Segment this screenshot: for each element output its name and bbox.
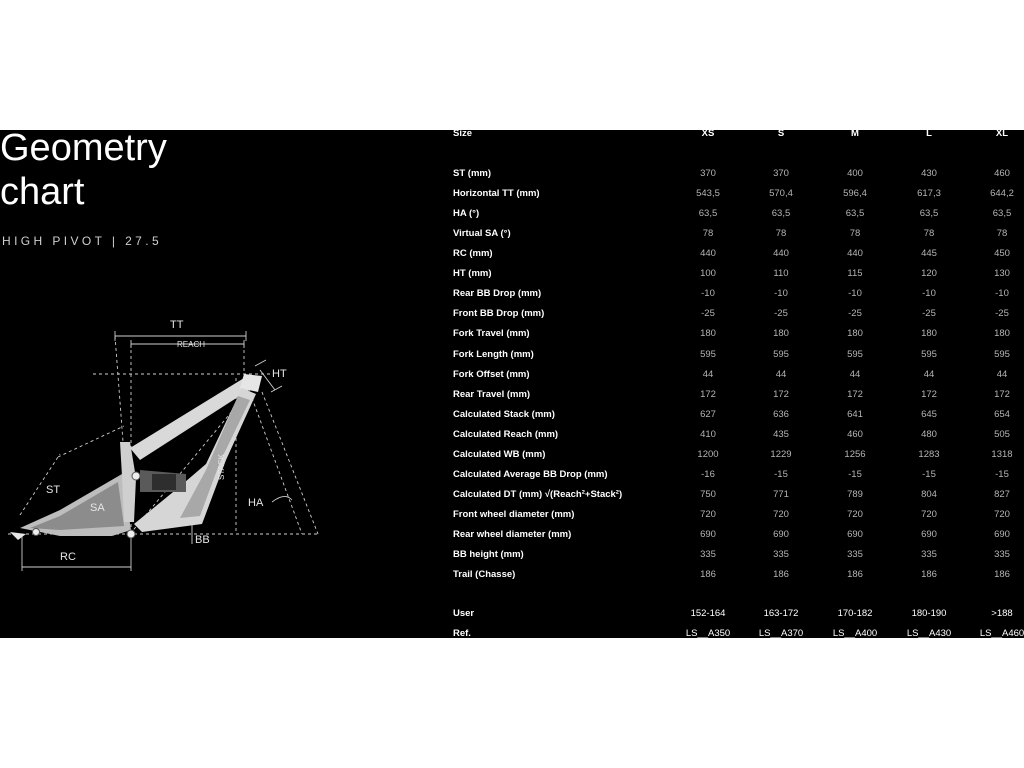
row-value: 627 (700, 408, 716, 420)
label-st: ST (46, 484, 61, 496)
row-value: 172 (921, 388, 937, 400)
row-value: -25 (701, 308, 715, 320)
row-value: 63,5 (698, 208, 718, 220)
row-label: Calculated Average BB Drop (mm) (453, 468, 608, 480)
row-value: 480 (921, 428, 937, 440)
row-value: 690 (994, 528, 1010, 540)
user-label: User (453, 608, 475, 619)
table-row (0, 429, 1024, 443)
row-label: Horizontal TT (mm) (453, 188, 540, 199)
table-row (0, 349, 1024, 363)
row-value: 827 (994, 488, 1010, 500)
table-row (0, 369, 1024, 383)
row-value: 78 (996, 228, 1008, 240)
row-value: 543,5 (696, 188, 720, 199)
row-value: 186 (847, 569, 863, 580)
row-value: 172 (700, 388, 716, 400)
row-label: Trail (Chasse) (453, 569, 516, 580)
user-value: 180-190 (911, 608, 947, 619)
row-value: 595 (921, 348, 937, 360)
label-ht: HT (272, 368, 287, 380)
row-value: 63,5 (919, 208, 939, 220)
row-label: RC (mm) (453, 248, 493, 260)
label-sa: SA (90, 502, 105, 514)
row-value: 595 (700, 348, 716, 360)
row-value: -10 (774, 288, 788, 300)
size-header-xl: XL (995, 130, 1009, 139)
row-value: 1200 (697, 448, 719, 460)
row-value: 63,5 (845, 208, 865, 220)
table-row (0, 509, 1024, 523)
row-value: 172 (994, 388, 1010, 400)
row-value: 400 (847, 168, 863, 179)
table-row (0, 549, 1024, 563)
row-value: 63,5 (771, 208, 791, 220)
row-value: 720 (773, 508, 789, 520)
table-row (0, 569, 1024, 583)
ref-row (0, 628, 1024, 638)
row-value: 186 (773, 569, 789, 580)
table-row (0, 529, 1024, 543)
row-value: 180 (994, 328, 1010, 340)
row-value: 78 (775, 228, 787, 240)
row-value: 130 (994, 268, 1010, 280)
row-value: 78 (923, 228, 935, 240)
row-value: 690 (773, 528, 789, 540)
row-value: 44 (775, 368, 787, 380)
table-row (0, 268, 1024, 282)
table-row (0, 308, 1024, 322)
row-value: 1229 (770, 448, 792, 460)
row-value: 180 (847, 328, 863, 340)
row-value: 44 (996, 368, 1008, 380)
row-value: 440 (700, 248, 716, 260)
row-label: Fork Offset (mm) (453, 368, 530, 380)
user-value: >188 (991, 608, 1013, 619)
row-value: 370 (700, 168, 716, 179)
label-bb: BB (195, 534, 210, 546)
row-value: -10 (922, 288, 936, 300)
label-reach: REACH (177, 340, 206, 349)
row-value: -15 (995, 468, 1009, 480)
row-value: 186 (700, 569, 716, 580)
row-label: HA (°) (453, 208, 480, 220)
table-row (0, 168, 1024, 182)
row-value: 180 (700, 328, 716, 340)
row-value: 595 (994, 348, 1010, 360)
row-value: -16 (701, 468, 715, 480)
row-value: 771 (773, 488, 789, 500)
user-value: 163-172 (763, 608, 799, 619)
row-value: 172 (773, 388, 789, 400)
row-value: 720 (847, 508, 863, 520)
title-line-2: chart (0, 171, 85, 213)
user-value: 152-164 (690, 608, 726, 619)
row-label: Calculated WB (mm) (453, 448, 546, 460)
row-value: 335 (773, 548, 789, 560)
row-value: 44 (849, 368, 861, 380)
row-value: 720 (921, 508, 937, 520)
row-label: HT (mm) (453, 268, 492, 280)
row-value: 750 (700, 488, 716, 500)
ref-label: Ref. (453, 628, 471, 638)
row-value: 100 (700, 268, 716, 280)
row-label: Calculated Reach (mm) (453, 428, 559, 440)
row-value: 1256 (844, 448, 866, 460)
row-value: 410 (700, 428, 716, 440)
row-value: 445 (921, 248, 937, 260)
row-value: 641 (847, 408, 863, 420)
row-value: -25 (848, 308, 862, 320)
ref-value: LS__A370 (758, 628, 804, 638)
row-value: -25 (774, 308, 788, 320)
row-value: 789 (847, 488, 863, 500)
row-value: 335 (921, 548, 937, 560)
table-row (0, 228, 1024, 242)
table-row (0, 188, 1024, 202)
row-value: -25 (922, 308, 936, 320)
row-value: -10 (995, 288, 1009, 300)
row-label: Calculated DT (mm) √(Reach²+Stack²) (453, 488, 623, 500)
ref-value: LS__A430 (906, 628, 952, 638)
row-value: 690 (847, 528, 863, 540)
row-value: 120 (921, 268, 937, 280)
row-value: 44 (702, 368, 714, 380)
row-label: Front BB Drop (mm) (453, 308, 545, 320)
row-value: 115 (847, 268, 863, 280)
row-label: Calculated Stack (mm) (453, 408, 555, 420)
row-value: 335 (700, 548, 716, 560)
row-value: 172 (847, 388, 863, 400)
row-value: 78 (849, 228, 861, 240)
row-label: Rear BB Drop (mm) (453, 288, 542, 300)
size-header-m: M (851, 130, 859, 139)
row-value: -25 (995, 308, 1009, 320)
row-value: -15 (774, 468, 788, 480)
row-value: 654 (994, 408, 1010, 420)
row-label: BB height (mm) (453, 548, 524, 560)
size-header-xs: XS (701, 130, 715, 139)
row-value: 1318 (991, 448, 1013, 460)
title-line-1: Geometry (0, 130, 167, 169)
row-value: 435 (773, 428, 789, 440)
row-label: Front wheel diameter (mm) (453, 508, 575, 520)
row-value: 690 (921, 528, 937, 540)
row-value: 450 (994, 248, 1010, 260)
row-value: 720 (700, 508, 716, 520)
table-row (0, 288, 1024, 302)
row-label: Fork Length (mm) (453, 348, 534, 360)
row-value: -10 (701, 288, 715, 300)
row-value: 460 (847, 428, 863, 440)
row-label: Fork Travel (mm) (453, 328, 530, 340)
label-ha: HA (248, 497, 264, 509)
table-row (0, 449, 1024, 463)
table-row (0, 489, 1024, 503)
row-value: 180 (773, 328, 789, 340)
row-value: 78 (702, 228, 714, 240)
row-value: 460 (994, 168, 1010, 179)
ref-value: LS__A350 (685, 628, 731, 638)
size-header-l: L (926, 130, 932, 139)
geometry-panel (0, 130, 1024, 638)
label-rc: RC (60, 551, 76, 563)
table-row (0, 389, 1024, 403)
row-value: -15 (848, 468, 862, 480)
row-value: -10 (848, 288, 862, 300)
page-subtitle: HIGH PIVOT | 27.5 (2, 234, 163, 248)
row-value: 570,4 (769, 188, 793, 199)
row-label: Virtual SA (°) (453, 228, 511, 240)
row-value: -15 (922, 468, 936, 480)
row-label: ST (mm) (453, 168, 491, 179)
row-value: 186 (921, 569, 937, 580)
size-header: Size (453, 130, 473, 139)
row-value: 335 (994, 548, 1010, 560)
table-header-row (0, 130, 1024, 142)
ref-value: LS__A460 (979, 628, 1024, 638)
table-row (0, 248, 1024, 262)
table-row (0, 469, 1024, 483)
table-row (0, 208, 1024, 222)
row-label: Rear Travel (mm) (453, 388, 531, 400)
row-value: 804 (921, 488, 937, 500)
size-header-s: S (777, 130, 785, 139)
row-value: 644,2 (990, 188, 1014, 199)
row-value: 440 (773, 248, 789, 260)
row-value: 596,4 (843, 188, 867, 199)
row-value: 595 (773, 348, 789, 360)
row-value: 186 (994, 569, 1010, 580)
row-value: 335 (847, 548, 863, 560)
label-stack: STACK (217, 453, 226, 480)
row-value: 505 (994, 428, 1010, 440)
table-row (0, 328, 1024, 342)
row-value: 110 (773, 268, 789, 280)
row-value: 63,5 (992, 208, 1012, 220)
row-value: 44 (923, 368, 935, 380)
row-value: 180 (921, 328, 937, 340)
row-value: 636 (773, 408, 789, 420)
row-value: 1283 (918, 448, 940, 460)
user-value: 170-182 (837, 608, 873, 619)
row-value: 617,3 (917, 188, 941, 199)
row-value: 720 (994, 508, 1010, 520)
label-tt: TT (170, 319, 184, 331)
row-value: 440 (847, 248, 863, 260)
row-value: 690 (700, 528, 716, 540)
row-value: 370 (773, 168, 789, 179)
row-value: 430 (921, 168, 937, 179)
row-value: 595 (847, 348, 863, 360)
ref-value: LS__A400 (832, 628, 878, 638)
row-value: 645 (921, 408, 937, 420)
row-label: Rear wheel diameter (mm) (453, 528, 572, 540)
user-row (0, 608, 1024, 622)
table-row (0, 409, 1024, 423)
